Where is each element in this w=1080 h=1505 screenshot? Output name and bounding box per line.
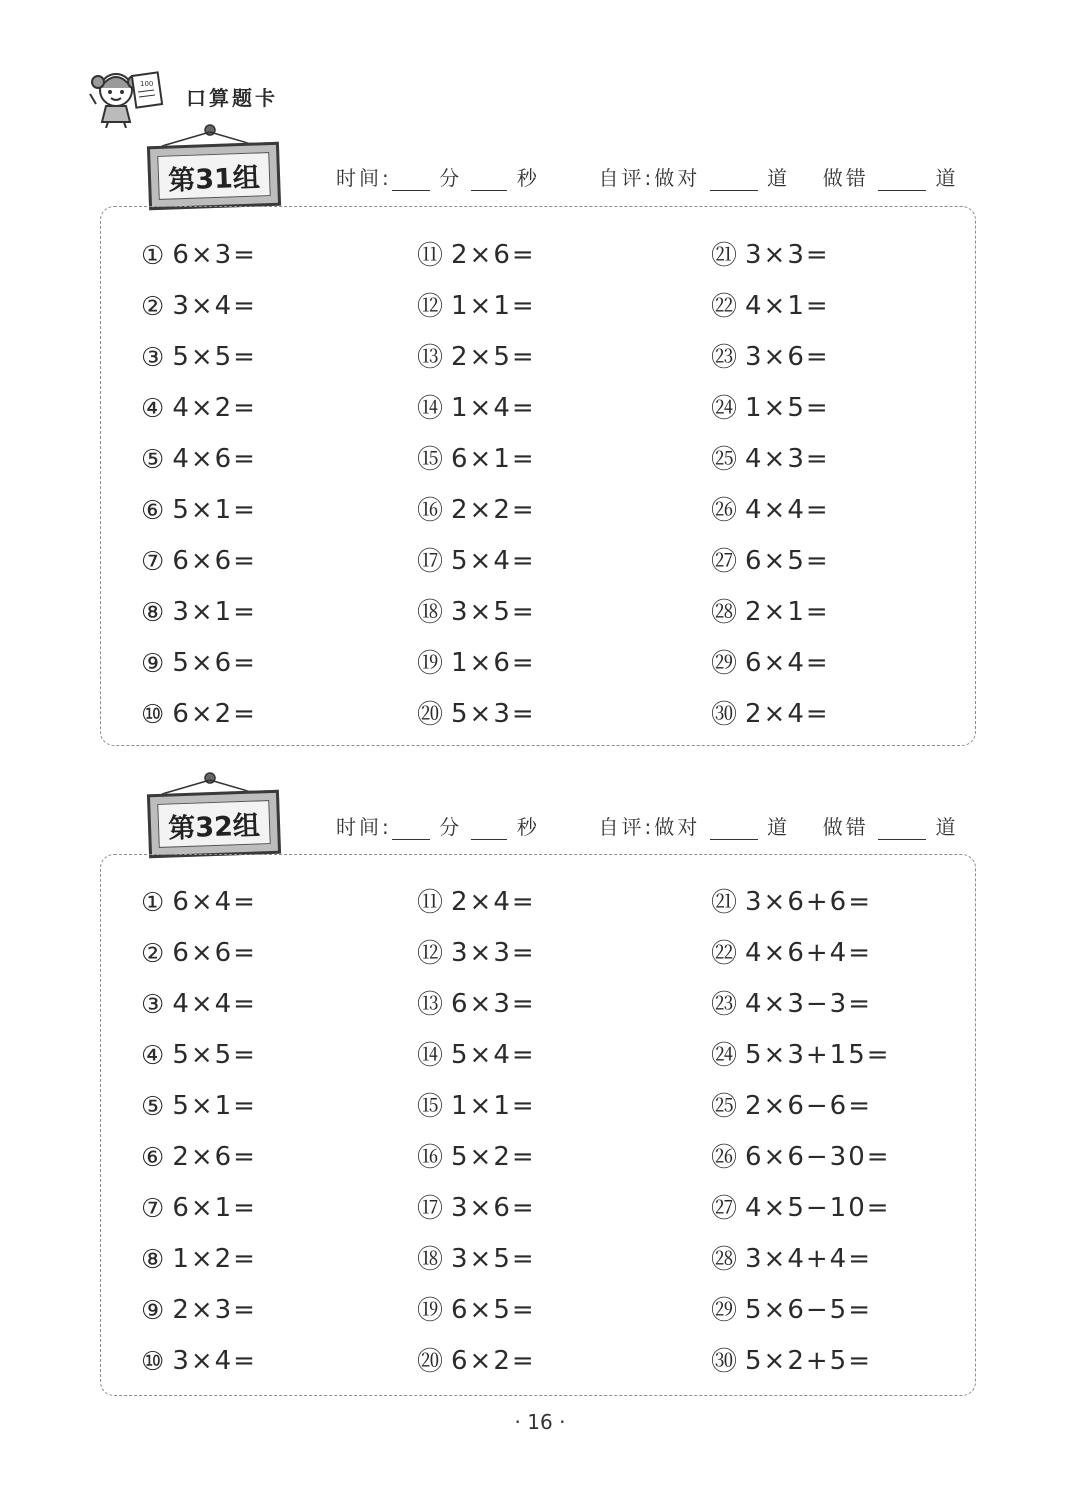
problem-item [417,1284,536,1335]
problem-expression: 3×4= [172,290,257,321]
problem-number: ㉔ [711,1040,738,1071]
problem-expression: 4×2= [172,392,257,423]
problem-number: ㉕ [711,444,738,475]
problem-item [141,637,257,688]
time-label: 时间: [336,815,392,839]
problem-number: ㉗ [711,1193,738,1224]
problem-number: ① [141,887,165,918]
problem-number: ⑫ [417,938,444,969]
correct-label: 自评:做对 [598,166,701,190]
problem-expression: 3×6= [745,341,830,372]
problem-expression: 3×1= [172,596,257,627]
problem-expression: 6×6= [172,545,257,576]
problem-item [711,637,830,688]
problem-expression: 6×4= [745,647,830,678]
problem-column [711,229,830,739]
correct-unit: 道 [767,815,791,839]
problem-number: ㉚ [711,699,738,730]
problem-expression: 1×2= [172,1243,257,1274]
wrong-label: 做错 [822,166,869,190]
seconds-blank[interactable] [471,170,507,191]
problem-item [417,280,536,331]
problem-number: ㉘ [711,597,738,628]
group-title-sign [148,792,284,858]
problem-item [141,1080,257,1131]
problem-expression: 1×5= [745,392,830,423]
problem-item [711,1029,891,1080]
problem-number: ㉚ [711,1346,738,1377]
problem-number: ⑲ [417,1295,444,1326]
problem-number: ⑦ [141,1193,165,1224]
problem-number: ⑪ [417,887,444,918]
problem-item [711,229,830,280]
problem-item [711,382,830,433]
problem-item [711,876,891,927]
wrong-count-blank[interactable] [878,819,926,840]
problem-number: ⑩ [141,1346,165,1377]
problem-expression: 6×5= [451,1294,536,1325]
problem-item [711,927,891,978]
page-title: 口算题卡 [186,85,278,110]
problem-item [711,1233,891,1284]
problem-number: ⑧ [141,1244,165,1275]
problem-number: ③ [141,342,165,373]
second-label: 秒 [516,815,540,839]
problem-expression: 5×1= [172,494,257,525]
problem-expression: 1×1= [451,290,536,321]
problem-number: ③ [141,989,165,1020]
group-title-sign [148,144,284,210]
problem-number: ㉒ [711,291,738,322]
problem-number: ⑳ [417,1346,444,1377]
problem-expression: 3×6= [451,1192,536,1223]
problem-item [711,1131,891,1182]
problem-expression: 5×6−5= [745,1294,872,1325]
problem-column [417,876,536,1386]
problem-column [711,876,891,1386]
correct-unit: 道 [767,166,791,190]
problem-number: ④ [141,1040,165,1071]
problem-expression: 5×5= [172,1039,257,1070]
problem-number: ⑬ [417,989,444,1020]
problem-number: ⑲ [417,648,444,679]
problem-number: ⑦ [141,546,165,577]
problem-expression: 5×3+15= [745,1039,891,1070]
problem-expression: 6×6−30= [745,1141,891,1172]
wrong-unit: 道 [935,815,959,839]
problem-expression: 3×6+6= [745,886,872,917]
problem-item [711,535,830,586]
problem-item [417,1131,536,1182]
problem-item [141,433,257,484]
problem-expression: 4×3−3= [745,988,872,1019]
problem-item [711,1182,891,1233]
problem-item [417,1029,536,1080]
problem-item [417,927,536,978]
problem-item [141,535,257,586]
problem-number: ㉖ [711,495,738,526]
problem-number: ⑤ [141,1091,165,1122]
problem-number: ⑫ [417,291,444,322]
problem-item [141,1029,257,1080]
problem-number: ⑩ [141,699,165,730]
problem-expression: 2×5= [451,341,536,372]
wrong-label: 做错 [822,815,869,839]
problem-number: ② [141,938,165,969]
problem-expression: 2×6−6= [745,1090,872,1121]
problem-expression: 2×1= [745,596,830,627]
problem-expression: 2×2= [451,494,536,525]
problem-expression: 5×3= [451,698,536,729]
problem-number: ㉓ [711,989,738,1020]
problem-expression: 2×6= [451,239,536,270]
problem-column [141,229,257,739]
problem-expression: 6×1= [172,1192,257,1223]
problem-number: ⑥ [141,495,165,526]
score-line [336,811,958,840]
problem-number: ⑱ [417,597,444,628]
problem-item [417,1182,536,1233]
problem-number: ㉕ [711,1091,738,1122]
problem-expression: 1×6= [451,647,536,678]
problem-expression: 5×5= [172,341,257,372]
problem-expression: 3×3= [745,239,830,270]
problem-number: ⑤ [141,444,165,475]
problem-item [711,688,830,739]
minutes-blank[interactable] [392,819,430,840]
problem-item [141,1233,257,1284]
wrong-count-blank[interactable] [878,170,926,191]
wrong-unit: 道 [935,166,959,190]
problem-item [141,1284,257,1335]
problem-expression: 3×5= [451,596,536,627]
score-line [336,162,958,191]
problem-number: ㉒ [711,938,738,969]
problem-expression: 6×2= [451,1345,536,1376]
problem-expression: 1×4= [451,392,536,423]
correct-count-blank[interactable] [710,819,758,840]
problem-item [711,978,891,1029]
problem-item [711,1080,891,1131]
time-label: 时间: [336,166,392,190]
problem-number: ⑯ [417,495,444,526]
problem-item [417,1080,536,1131]
problem-number: ㉔ [711,393,738,424]
problem-expression: 5×6= [172,647,257,678]
problem-item [417,229,536,280]
problem-item [141,1335,257,1386]
problem-item [417,1335,536,1386]
problem-number: ⑭ [417,1040,444,1071]
problem-expression: 2×4= [451,886,536,917]
problem-expression: 3×4+4= [745,1243,872,1274]
group-title: 第32组 [157,800,270,848]
problem-item [417,535,536,586]
problem-column [141,876,257,1386]
problem-item [141,229,257,280]
problem-expression: 4×6+4= [745,937,872,968]
problem-item [417,637,536,688]
problem-item [711,484,830,535]
problem-expression: 4×5−10= [745,1192,891,1223]
group-title: 第31组 [157,152,270,200]
problem-expression: 4×1= [745,290,830,321]
problem-number: ⑨ [141,1295,165,1326]
problem-number: ⑨ [141,648,165,679]
problem-number: ㉑ [711,240,738,271]
problem-number: ⑱ [417,1244,444,1275]
problem-item [141,1182,257,1233]
problem-number: ㉖ [711,1142,738,1173]
problem-item [141,382,257,433]
problem-number: ⑪ [417,240,444,271]
problem-item [141,927,257,978]
problem-expression: 5×2= [451,1141,536,1172]
problem-number: ① [141,240,165,271]
problem-expression: 4×6= [172,443,257,474]
problem-expression: 5×1= [172,1090,257,1121]
problem-item [141,586,257,637]
problem-box [100,206,976,746]
problem-number: ㉘ [711,1244,738,1275]
problem-expression: 4×3= [745,443,830,474]
problem-item [711,433,830,484]
girl-mascot-icon [88,64,170,128]
problem-item [711,331,830,382]
problem-number: ⑰ [417,1193,444,1224]
problem-expression: 6×3= [451,988,536,1019]
problem-expression: 3×4= [172,1345,257,1376]
problem-expression: 5×4= [451,545,536,576]
problem-expression: 4×4= [745,494,830,525]
problem-item [417,382,536,433]
problem-item [417,586,536,637]
problem-number: ⑥ [141,1142,165,1173]
problem-expression: 3×5= [451,1243,536,1274]
problem-item [417,433,536,484]
problem-number: ⑬ [417,342,444,373]
problem-item [417,1233,536,1284]
problem-number: ㉙ [711,1295,738,1326]
problem-item [141,484,257,535]
problem-number: ㉗ [711,546,738,577]
problem-item [711,280,830,331]
svg-text:100: 100 [140,80,154,88]
problem-expression: 2×3= [172,1294,257,1325]
problem-item [711,1284,891,1335]
problem-expression: 5×4= [451,1039,536,1070]
problem-item [141,978,257,1029]
correct-label: 自评:做对 [598,815,701,839]
problem-number: ④ [141,393,165,424]
minute-label: 分 [439,166,463,190]
problem-item [417,876,536,927]
problem-item [141,331,257,382]
problem-number: ⑭ [417,393,444,424]
problem-number: ⑯ [417,1142,444,1173]
problem-number: ㉑ [711,887,738,918]
problem-expression: 3×3= [451,937,536,968]
problem-item [711,1335,891,1386]
problem-number: ⑮ [417,1091,444,1122]
problem-item [417,688,536,739]
problem-item [141,876,257,927]
problem-number: ⑳ [417,699,444,730]
page-header [88,64,278,128]
problem-expression: 2×6= [172,1141,257,1172]
problem-box [100,854,976,1396]
problem-number: ㉙ [711,648,738,679]
problem-number: ⑧ [141,597,165,628]
problem-expression: 6×3= [172,239,257,270]
problem-number: ⑮ [417,444,444,475]
problem-expression: 5×2+5= [745,1345,872,1376]
minute-label: 分 [439,815,463,839]
problem-item [417,484,536,535]
problem-number: ㉓ [711,342,738,373]
problem-item [141,280,257,331]
problem-expression: 1×1= [451,1090,536,1121]
page-number: · 16 · [514,1410,566,1434]
problem-number: ② [141,291,165,322]
problem-item [417,978,536,1029]
second-label: 秒 [516,166,540,190]
problem-expression: 6×2= [172,698,257,729]
problem-item [141,688,257,739]
problem-item [711,586,830,637]
problem-item [417,331,536,382]
problem-item [141,1131,257,1182]
problem-number: ⑰ [417,546,444,577]
problem-expression: 2×4= [745,698,830,729]
problem-expression: 6×5= [745,545,830,576]
problem-column [417,229,536,739]
problem-expression: 6×1= [451,443,536,474]
minutes-blank[interactable] [392,170,430,191]
seconds-blank[interactable] [471,819,507,840]
problem-expression: 6×4= [172,886,257,917]
problem-expression: 6×6= [172,937,257,968]
problem-expression: 4×4= [172,988,257,1019]
correct-count-blank[interactable] [710,170,758,191]
